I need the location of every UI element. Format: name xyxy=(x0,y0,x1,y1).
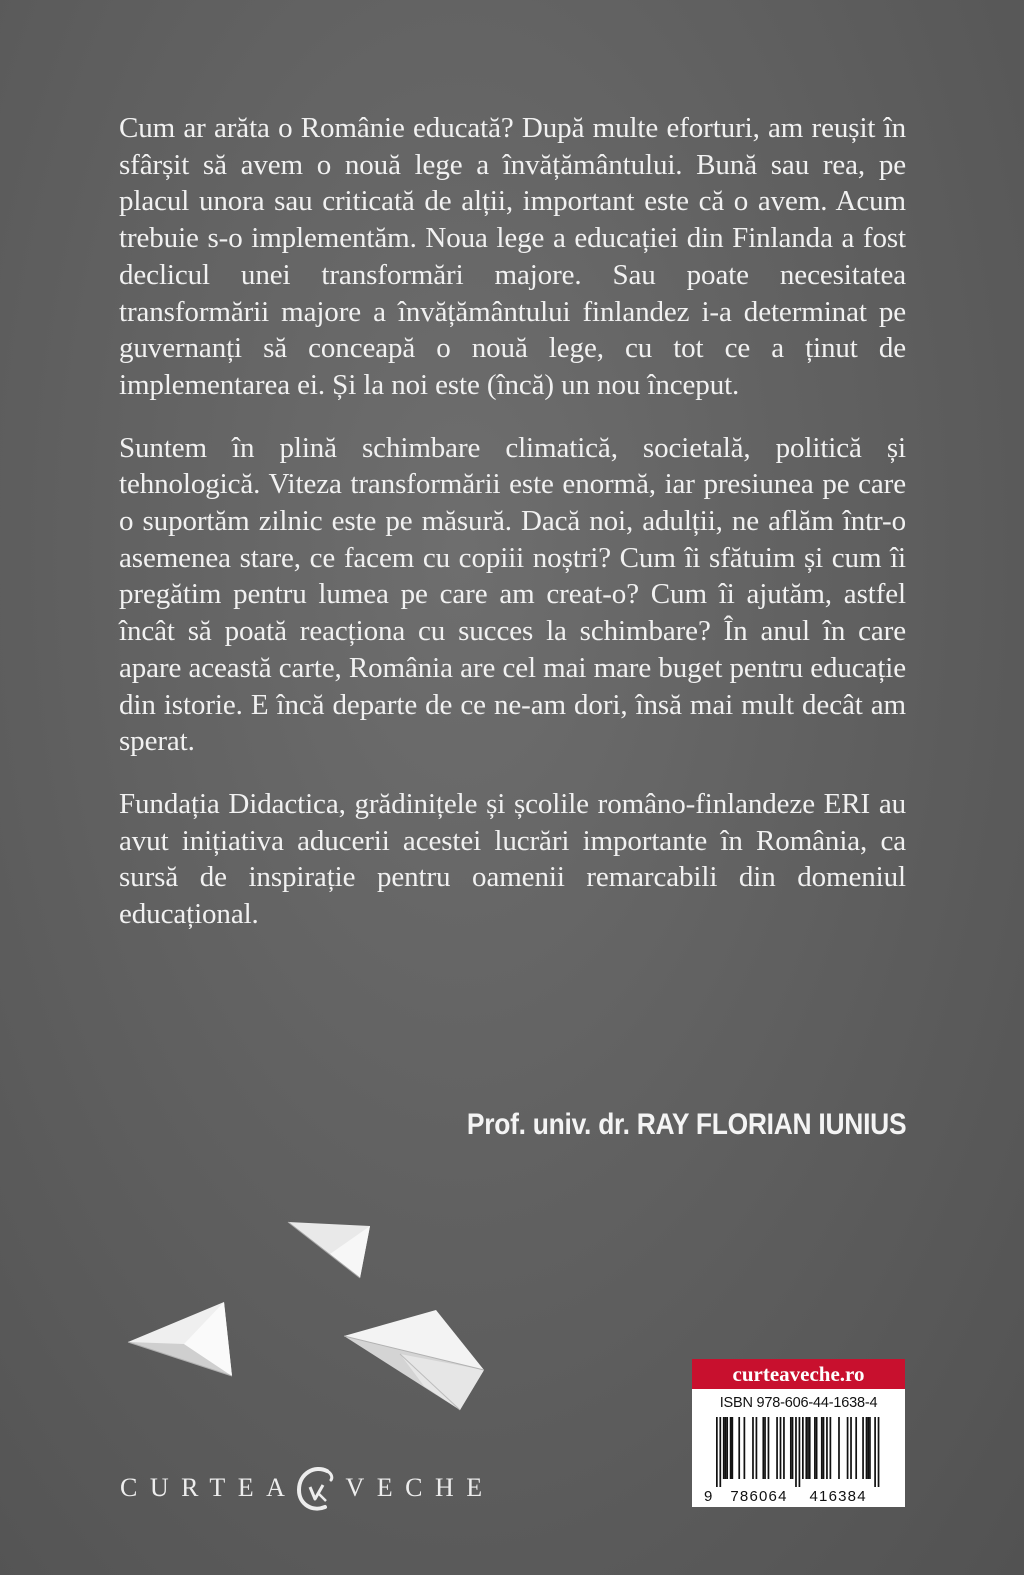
barcode-bar xyxy=(847,1417,849,1479)
barcode-bar xyxy=(726,1417,728,1479)
barcode-bar xyxy=(790,1417,792,1479)
barcode-bar xyxy=(830,1417,832,1479)
barcode-bar xyxy=(716,1417,718,1487)
barcode-bar xyxy=(874,1417,876,1487)
barcode-bar xyxy=(764,1417,766,1479)
barcode-bar xyxy=(850,1417,852,1479)
barcode-digits: 786064 xyxy=(730,1488,788,1505)
barcode-bar xyxy=(783,1417,785,1479)
isbn-text: ISBN 978-606-44-1638-4 xyxy=(719,1395,878,1411)
back-cover-text xyxy=(119,110,906,959)
barcode-bar xyxy=(780,1417,782,1479)
paper-airplane-icon xyxy=(286,1218,376,1284)
barcode-digits: 9 xyxy=(704,1488,714,1505)
barcode-bar xyxy=(792,1417,794,1479)
barcode-bar xyxy=(807,1417,809,1479)
barcode-bar xyxy=(805,1417,807,1479)
barcode-bar xyxy=(869,1417,871,1479)
barcode-bar xyxy=(814,1417,816,1479)
barcode-bar xyxy=(862,1417,864,1479)
barcode-bar xyxy=(816,1417,818,1479)
barcode-bar xyxy=(762,1417,764,1479)
barcode-bar xyxy=(795,1417,797,1487)
paragraph-1: Cum ar arăta o Românie educată? După multe eforturi, am reușit în sfârșit să avem o nouă lege a învățământului. Bună sau rea, pe placul unora sau criticată de alții, important este că o avem. Acum trebuie s-o implementăm. Noua lege a educației din Finlanda a fost declicul unei transformări majore. Sau poate necesitatea transformării majore a învățământului finlandez i-a determinat pe guvernanți să conceapă o nouă lege, cu tot ce a ținut de implementarea ei. Și la noi este (încă) un nou început. xyxy=(119,112,906,401)
barcode-bar xyxy=(723,1417,725,1479)
barcode-bar xyxy=(821,1417,823,1479)
barcode-panel xyxy=(692,1359,905,1507)
barcode-digits: 416384 xyxy=(809,1488,867,1505)
publisher-name-right: VECHE xyxy=(345,1473,495,1502)
barcode-bar xyxy=(867,1417,869,1479)
paper-airplane-icon xyxy=(124,1298,236,1380)
barcode-bar xyxy=(823,1417,825,1479)
barcode-bar xyxy=(730,1417,732,1479)
paragraph-3: Fundația Didactica, grădinițele și școlile româno-finlandeze ERI au avut inițiativa aducerii acestei lucrări importante în România, ca sursă de inspirație pentru oamenii remarcabili din domeniul educațional. xyxy=(119,787,906,931)
barcode-bar xyxy=(756,1417,758,1479)
barcode-bar xyxy=(752,1417,754,1479)
barcode-bar xyxy=(802,1417,804,1479)
author-signature: Prof. univ. dr. RAY FLORIAN IUNIUS xyxy=(466,1108,906,1141)
barcode-bar xyxy=(826,1417,828,1479)
barcode-bar xyxy=(731,1417,733,1479)
barcode-bar xyxy=(768,1417,770,1479)
barcode-bar xyxy=(855,1417,857,1479)
barcode-bar xyxy=(838,1417,840,1479)
barcode-bar xyxy=(878,1417,880,1487)
barcode-bar xyxy=(719,1417,721,1487)
curtea-veche-emblem-icon xyxy=(293,1463,339,1513)
barcode-bar xyxy=(809,1417,811,1479)
publisher-logo xyxy=(120,1463,495,1513)
barcode-bar xyxy=(776,1417,778,1479)
barcode-bar xyxy=(744,1417,746,1479)
paper-airplane-icon xyxy=(340,1306,490,1414)
paragraph-2: Suntem în plină schimbare climatică, societală, politică și tehnologică. Viteza transformării este enormă, iar presiunea pe care o suportăm zilnic este pe măsură. Dacă noi, adulții, ne aflăm într-o asemenea stare, ce facem cu copiii noștri? Cum îi sfătuim și cum îi pregătim pentru lumea pe care am creat-o? Cum îi ajutăm, astfel încât să poată reacționa cu succes la schimbare? În anul în care apare această carte, România are cel mai mare buget pentru educație din istorie. E încă departe de ce ne-am dori, însă mai mult decât am sperat. xyxy=(119,431,906,758)
isbn-barcode xyxy=(692,1415,905,1507)
website-label: curteaveche.ro xyxy=(692,1359,905,1389)
barcode-bar xyxy=(799,1417,801,1487)
barcode-bar xyxy=(738,1417,740,1479)
barcode-bar xyxy=(725,1417,727,1479)
publisher-name-left: CURTEA xyxy=(120,1473,298,1502)
barcode-bar xyxy=(866,1417,868,1479)
